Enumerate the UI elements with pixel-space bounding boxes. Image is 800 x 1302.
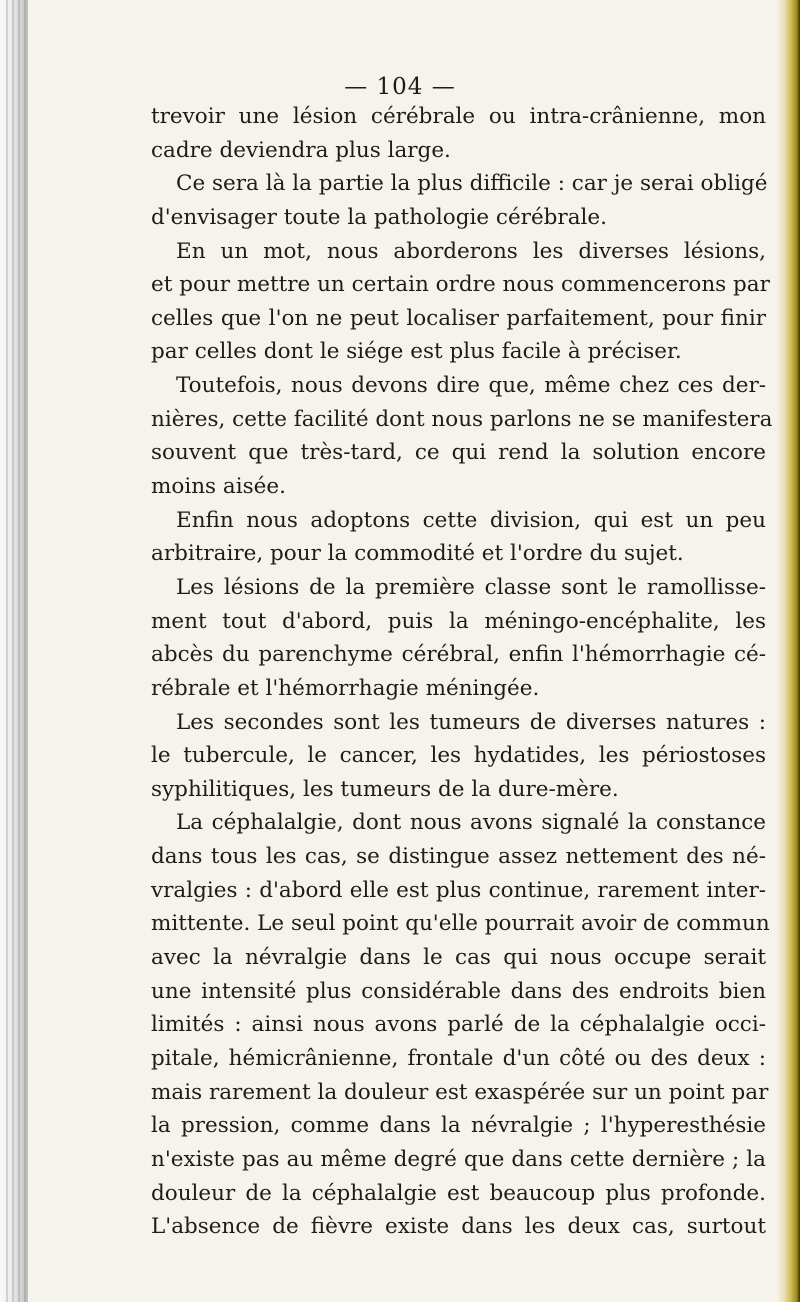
text-line: syphilitiques, les tumeurs de la dure-mère.	[151, 776, 619, 802]
text-line: cadre deviendra plus large.	[151, 137, 451, 163]
text-line: Toutefois, nous devons dire que, même chez ces der-	[176, 373, 766, 399]
text-line: limités : ainsi nous avons parlé de la céphalalgie occi-	[151, 1012, 766, 1038]
binding-lines	[2, 0, 28, 1302]
text-line: celles que l'on ne peut localiser parfaitement, pour finir	[151, 305, 766, 331]
text-line: moins aisée.	[151, 474, 286, 500]
text-line: pitale, hémicrânienne, frontale d'un côté ou des deux :	[151, 1045, 766, 1071]
text-line: Enfin nous adoptons cette division, qui est un peu	[176, 507, 766, 533]
text-line: mais rarement la douleur est exaspérée sur un point par	[151, 1079, 769, 1105]
text-line: avec la névralgie dans le cas qui nous occupe serait	[151, 945, 766, 971]
body-text	[151, 100, 773, 1244]
page-edge-right	[778, 0, 800, 1302]
text-line: rébrale et l'hémorrhagie méningée.	[151, 675, 540, 701]
text-line: n'existe pas au même degré que dans cette dernière ; la	[151, 1146, 766, 1172]
text-line: vralgies : d'abord elle est plus continue, rarement inter-	[151, 877, 766, 903]
text-line: nières, cette facilité dont nous parlons ne se manifestera	[151, 406, 773, 432]
text-line: la pression, comme dans la névralgie ; l'hyperesthésie	[151, 1113, 766, 1139]
text-line: souvent que très-tard, ce qui rend la solution encore	[151, 440, 766, 466]
text-line: L'absence de fièvre existe dans les deux cas, surtout	[151, 1214, 766, 1240]
text-line: le tubercule, le cancer, les hydatides, les périostoses	[151, 743, 766, 769]
text-line: trevoir une lésion cérébrale ou intra-crânienne, mon	[151, 104, 766, 129]
text-line: et pour mettre un certain ordre nous commencerons par	[151, 272, 770, 298]
text-line: douleur de la céphalalgie est beaucoup plus profonde.	[151, 1180, 766, 1206]
text-line: par celles dont le siége est plus facile à préciser.	[151, 339, 682, 365]
text-line: arbitraire, pour la commodité et l'ordre du sujet.	[151, 541, 684, 567]
text-line: d'envisager toute la pathologie cérébrale.	[151, 204, 607, 230]
text-line: une intensité plus considérable dans des endroits bien	[151, 978, 766, 1004]
text-line: ment tout d'abord, puis la méningo-encéphalite, les	[151, 608, 766, 634]
text-line: Les lésions de la première classe sont le ramollisse-	[176, 574, 766, 600]
text-line: La céphalalgie, dont nous avons signalé la constance	[176, 810, 766, 836]
page-number: — 104 —	[344, 74, 456, 100]
text-line: dans tous les cas, se distingue assez nettement des né-	[151, 844, 766, 870]
text-line: Les secondes sont les tumeurs de diverses natures :	[176, 709, 766, 735]
text-line: mittente. Le seul point qu'elle pourrait avoir de commun	[151, 911, 770, 937]
text-line: En un mot, nous aborderons les diverses lésions,	[176, 238, 766, 264]
text-line: abcès du parenchyme cérébral, enfin l'hémorrhagie cé-	[151, 642, 766, 668]
text-line: Ce sera là la partie la plus difficile : car je serai obligé	[176, 171, 768, 197]
